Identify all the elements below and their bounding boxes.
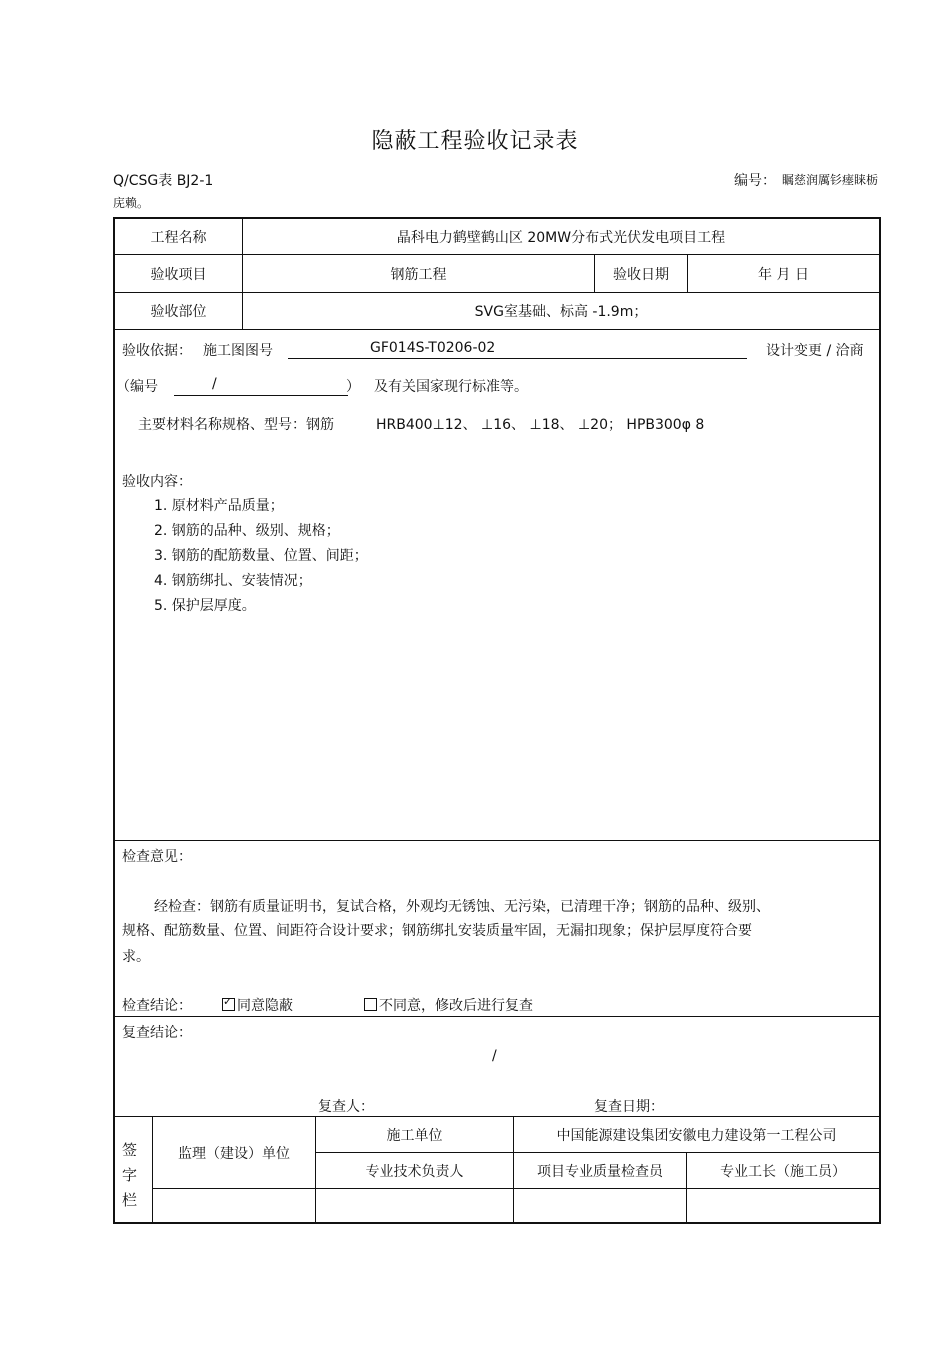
- inspection-text-line2: 规格、配筋数量、位置、间距符合设计要求；钢筋绑扎安装质量牢固，无漏扣现象；保护层厚度符合要: [122, 923, 752, 939]
- date-label: 验收日期: [613, 266, 669, 283]
- inspection-label: 检查意见：: [122, 849, 192, 865]
- basis-label: 验收依据：: [122, 343, 192, 359]
- inspection-text-line1: 经检查：钢筋有质量证明书，复试合格，外观均无锈蚀、无污染，已清理干净；钢筋的品种、级别、: [154, 899, 770, 915]
- content-item: 3. 钢筋的配筋数量、位置、间距；: [154, 548, 368, 564]
- garbled-note: 庑赖。: [113, 196, 150, 210]
- signature-col-char: 字: [122, 1166, 138, 1184]
- tech-lead-label: 专业技术负责人: [365, 1163, 464, 1180]
- change-number-value: /: [212, 376, 217, 392]
- recheck-date-label: 复查日期：: [594, 1099, 664, 1115]
- materials-label: 主要材料名称规格、型号：钢筋: [138, 417, 334, 433]
- page-title: 隐蔽工程验收记录表: [371, 129, 579, 154]
- supervisor-label: 监理（建设）单位: [178, 1145, 290, 1162]
- change-number-open: （编号: [116, 379, 158, 395]
- drawing-underline: [288, 358, 747, 359]
- contractor-value: 中国能源建设集团安徽电力建设第一工程公司: [556, 1127, 837, 1144]
- disagree-option[interactable]: [364, 995, 533, 1015]
- standard-text: 及有关国家现行标准等。: [374, 379, 528, 395]
- item-value: 钢筋工程: [390, 266, 447, 283]
- signature-field-tech-lead[interactable]: [316, 1189, 513, 1222]
- location-value: SVG室基础、标高 -1.9m；: [474, 304, 648, 320]
- signature-field-qc-inspector[interactable]: [514, 1189, 686, 1222]
- content-label: 验收内容：: [122, 474, 192, 490]
- change-number-underline: [174, 395, 348, 396]
- signature-col-char: 签: [122, 1141, 138, 1159]
- disagree-label: 不同意，修改后进行复查: [379, 998, 533, 1014]
- signature-field-supervisor[interactable]: [153, 1189, 315, 1222]
- conclusion-label: 检查结论：: [122, 998, 192, 1014]
- agree-label: 同意隐蔽: [237, 998, 293, 1014]
- design-change-label: 设计变更 / 洽商: [766, 343, 864, 359]
- materials-value: HRB400⊥12、 ⊥16、 ⊥18、 ⊥20； HPB300φ 8: [376, 417, 705, 433]
- content-item: 2. 钢筋的品种、级别、规格；: [154, 523, 340, 539]
- drawing-value: GF014S-T0206-02: [370, 340, 496, 356]
- unchecked-box-icon[interactable]: [364, 998, 377, 1011]
- number-value: 瞩慈润厲钐瘗睐栃: [782, 173, 879, 187]
- content-item: 4. 钢筋绑扎、安装情况；: [154, 573, 312, 589]
- agree-option[interactable]: [222, 995, 293, 1015]
- recheck-value: /: [492, 1048, 497, 1064]
- date-value: 年 月 日: [758, 266, 809, 283]
- foreman-label: 专业工长（施工员）: [720, 1163, 846, 1180]
- inspection-text-line3: 求。: [122, 949, 150, 965]
- signature-field-foreman[interactable]: [687, 1189, 879, 1222]
- item-label: 验收项目: [150, 266, 207, 283]
- content-item: 1. 原材料产品质量；: [154, 498, 284, 514]
- recheck-label: 复查结论：: [122, 1025, 192, 1041]
- contractor-label: 施工单位: [386, 1127, 443, 1144]
- change-number-close: ）: [346, 379, 360, 395]
- project-name-label: 工程名称: [150, 229, 207, 246]
- content-item: 5. 保护层厚度。: [154, 598, 256, 614]
- qc-inspector-label: 项目专业质量检查员: [537, 1163, 663, 1180]
- location-label: 验收部位: [150, 304, 207, 320]
- checked-box-icon[interactable]: [222, 998, 235, 1011]
- form-code: Q/CSG表 BJ2-1: [113, 173, 214, 189]
- number-label: 编号：: [734, 173, 776, 189]
- signature-col-char: 栏: [122, 1191, 138, 1209]
- drawing-label: 施工图图号: [203, 343, 273, 359]
- project-name-value: 晶科电力鹤壁鹤山区 20MW分布式光伏发电项目工程: [396, 229, 726, 246]
- recheck-person-label: 复查人：: [318, 1099, 374, 1115]
